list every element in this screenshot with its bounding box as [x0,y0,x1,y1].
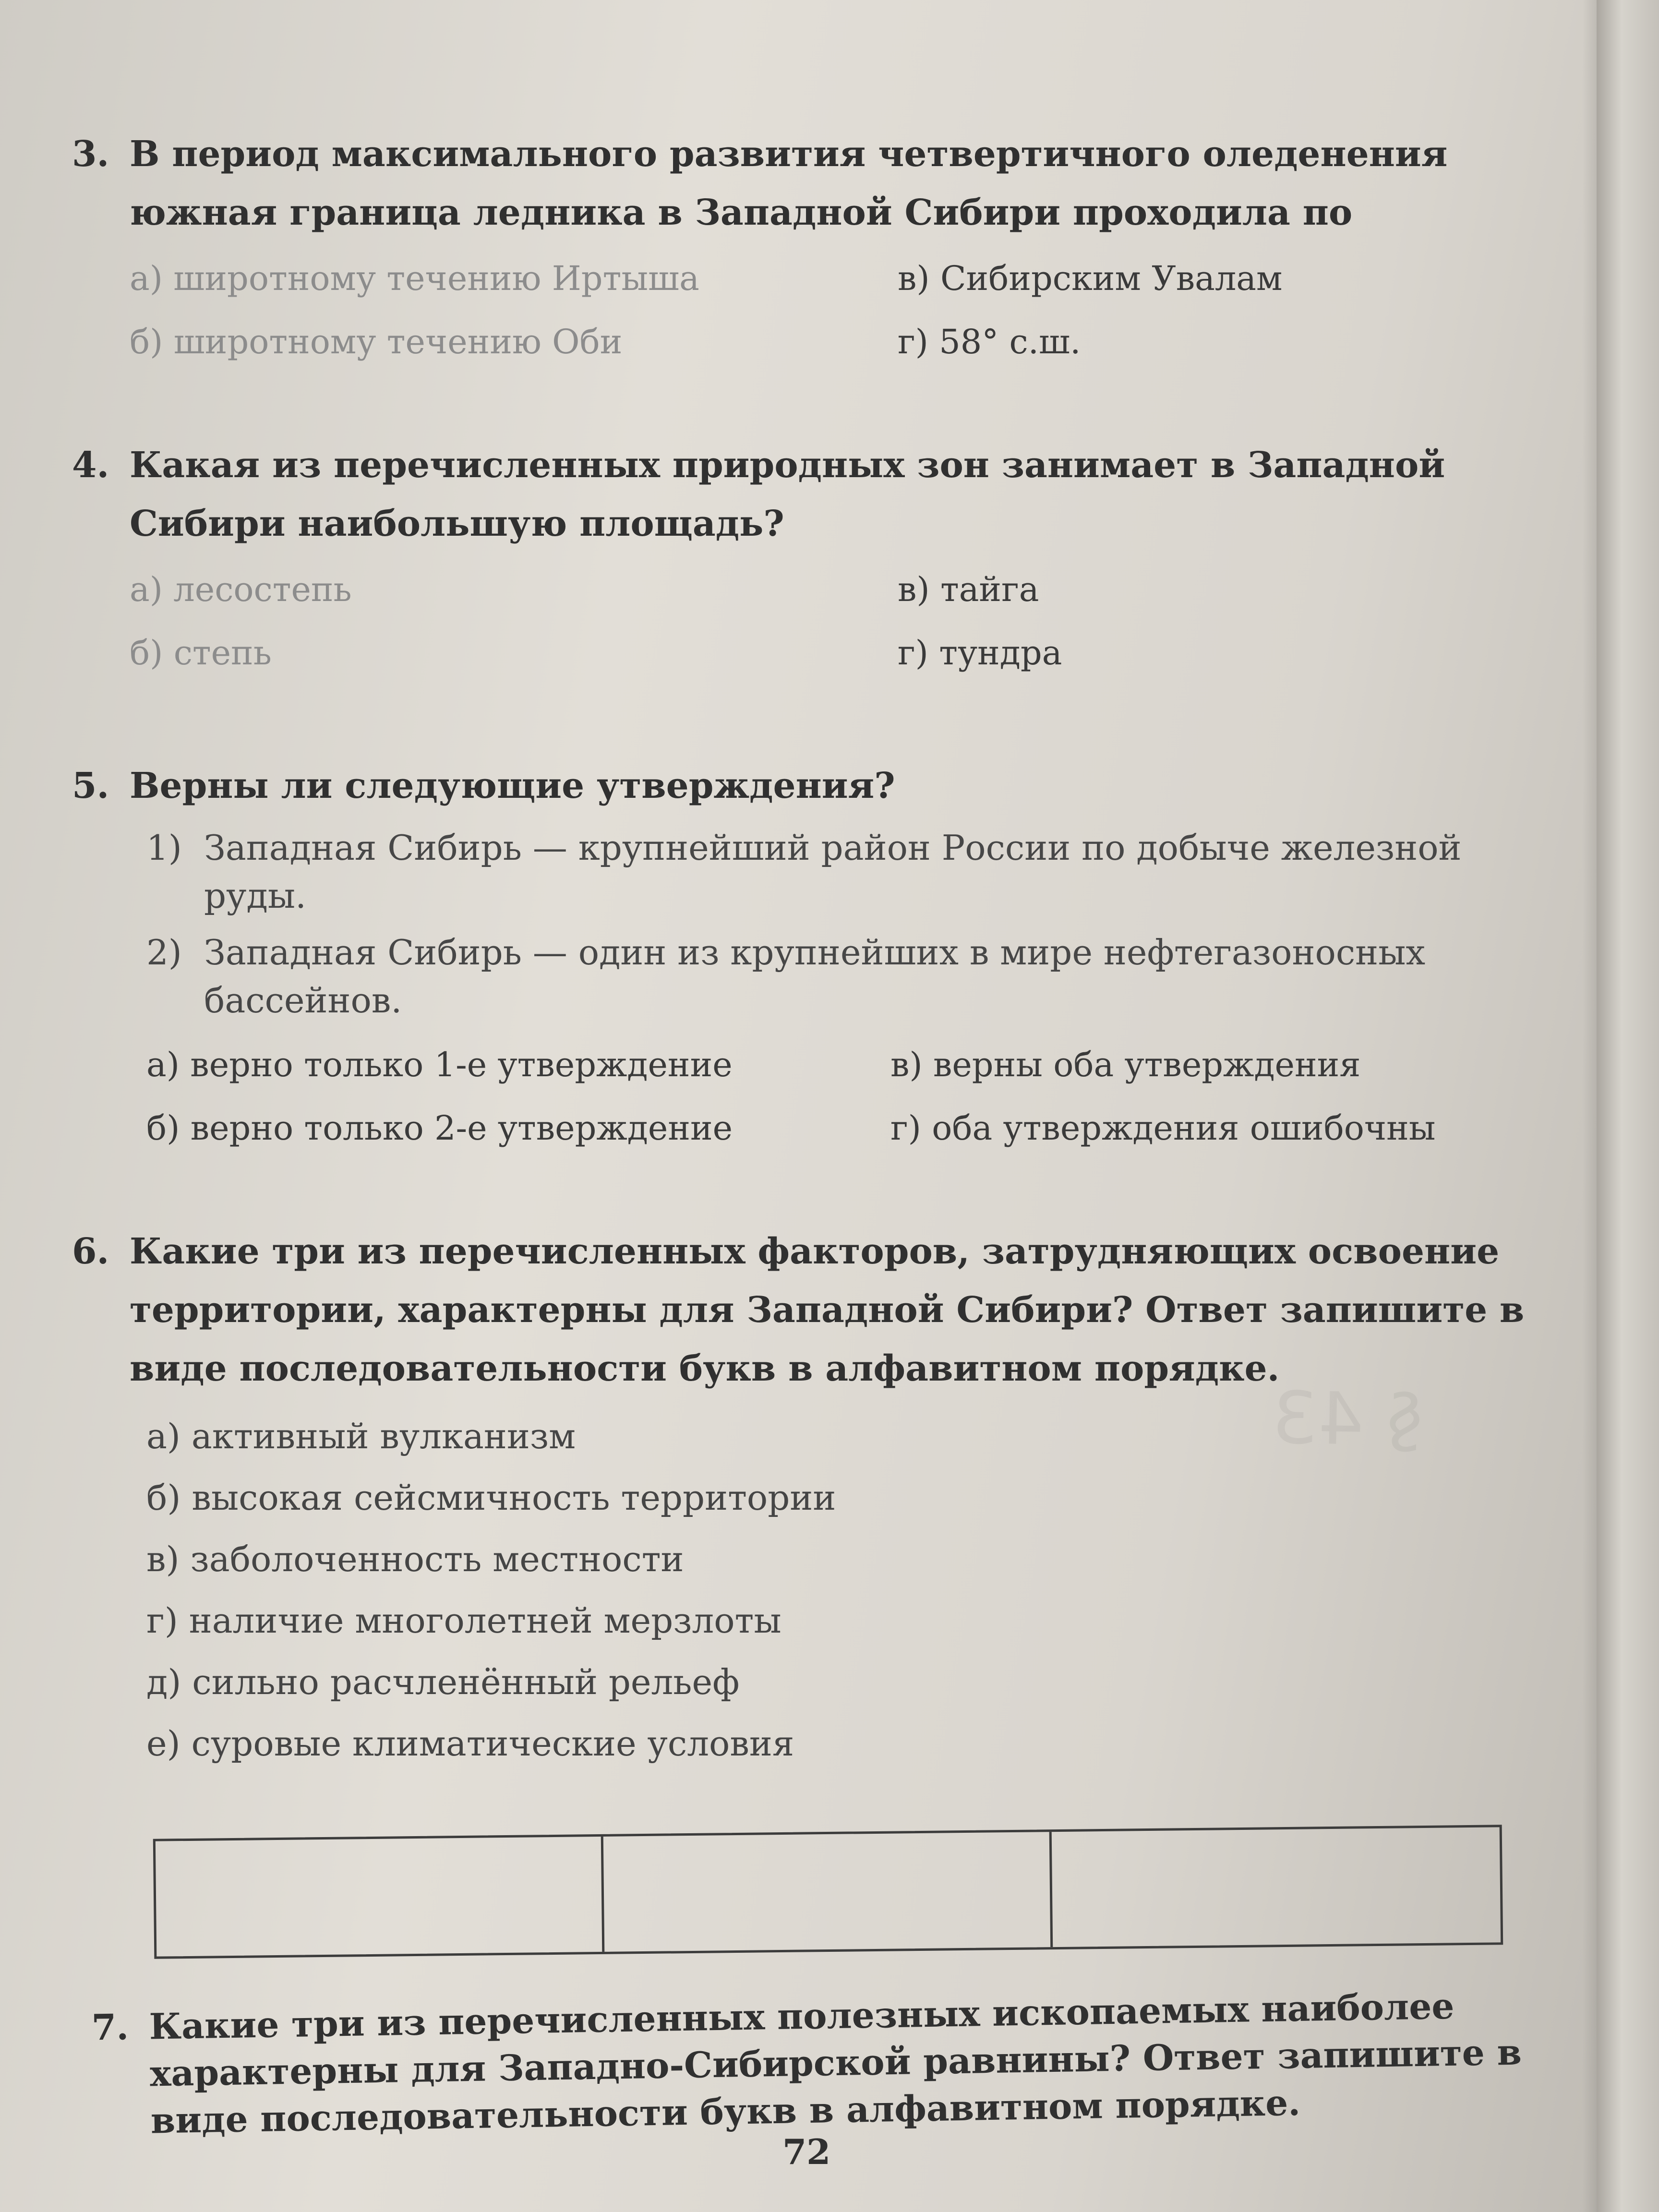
option: б) верно только 2-е утверждение [146,1108,733,1148]
question-6-options [72,1406,1531,1774]
question-5-number: 5. [72,765,109,806]
option: г) оба утверждения ошибочны [890,1108,1436,1148]
question-7-number: 7. [91,2007,129,2049]
option: а) верно только 1-е утверждение [146,1045,733,1084]
option: а) активный вулканизм [146,1416,576,1456]
question-3 [72,125,1531,373]
option: а) лесостепь [130,570,352,609]
question-3-number: 3. [72,133,109,175]
answer-grid [153,1825,1503,1959]
question-5-statements [72,824,1531,1024]
question-6-number: 6. [72,1231,109,1272]
textbook-page [72,125,1531,2146]
option: в) Сибирским Увалам [898,259,1283,298]
answer-cell[interactable] [603,1832,1053,1952]
page-number: 72 [782,2131,831,2172]
option: д) сильно расчленённый рельеф [146,1662,740,1702]
option: е) суровые климатические условия [146,1723,794,1764]
option: в) верны оба утверждения [890,1045,1361,1084]
statement: 1) Западная Сибирь — крупнейший район России по добыче железной руды. [146,828,1462,916]
question-4-text: 4. Какая из перечисленных природных зон занимает в Западной Сибири наибольшую площадь? [72,436,1531,553]
option: а) широтному течению Иртыша [130,259,699,298]
question-5-options [72,1033,1531,1160]
question-7-text: 7. Какие три из перечисленных полезных ископаемых наиболее характерны для Западно-Сибирской равнины? Ответ запишите в виде последовательности букв в алфавитном порядке. [91,1985,1522,2142]
question-3-options [72,247,1531,373]
answer-cell[interactable] [1051,1827,1501,1947]
question-5-text: 5. Верны ли следующие утверждения? [72,757,1531,815]
adjacent-page-edge [1597,0,1659,2212]
question-6 [72,1222,1531,1952]
option: в) заболоченность местности [146,1539,684,1579]
option: б) степь [130,633,272,673]
question-5 [72,757,1531,1160]
answer-cell[interactable] [156,1837,605,1957]
question-4 [72,436,1531,685]
question-4-options [72,558,1531,685]
question-4-number: 4. [72,445,109,486]
option: б) широтному течению Оби [130,322,623,361]
bleed-through-text: § 43 [1271,1376,1424,1463]
statement: 2) Западная Сибирь — один из крупнейших в мире нефтегазоносных бассейнов. [146,932,1426,1021]
option: г) тундра [898,633,1062,673]
question-7 [72,1982,1533,2146]
question-6-text: 6. Какие три из перечисленных факторов, затрудняющих освоение территории, характерны для Западной Сибири? Ответ запишите в виде последовательности букв в алфавитном порядке. [72,1222,1531,1398]
option: г) наличие многолетней мерзлоты [146,1600,781,1641]
option: б) высокая сейсмичность территории [146,1478,836,1518]
question-3-text: 3. В период максимального развития четвертичного оледенения южная граница ледника в Западной Сибири проходила по [72,125,1531,242]
option: в) тайга [898,570,1039,609]
option: г) 58° с.ш. [898,322,1081,361]
